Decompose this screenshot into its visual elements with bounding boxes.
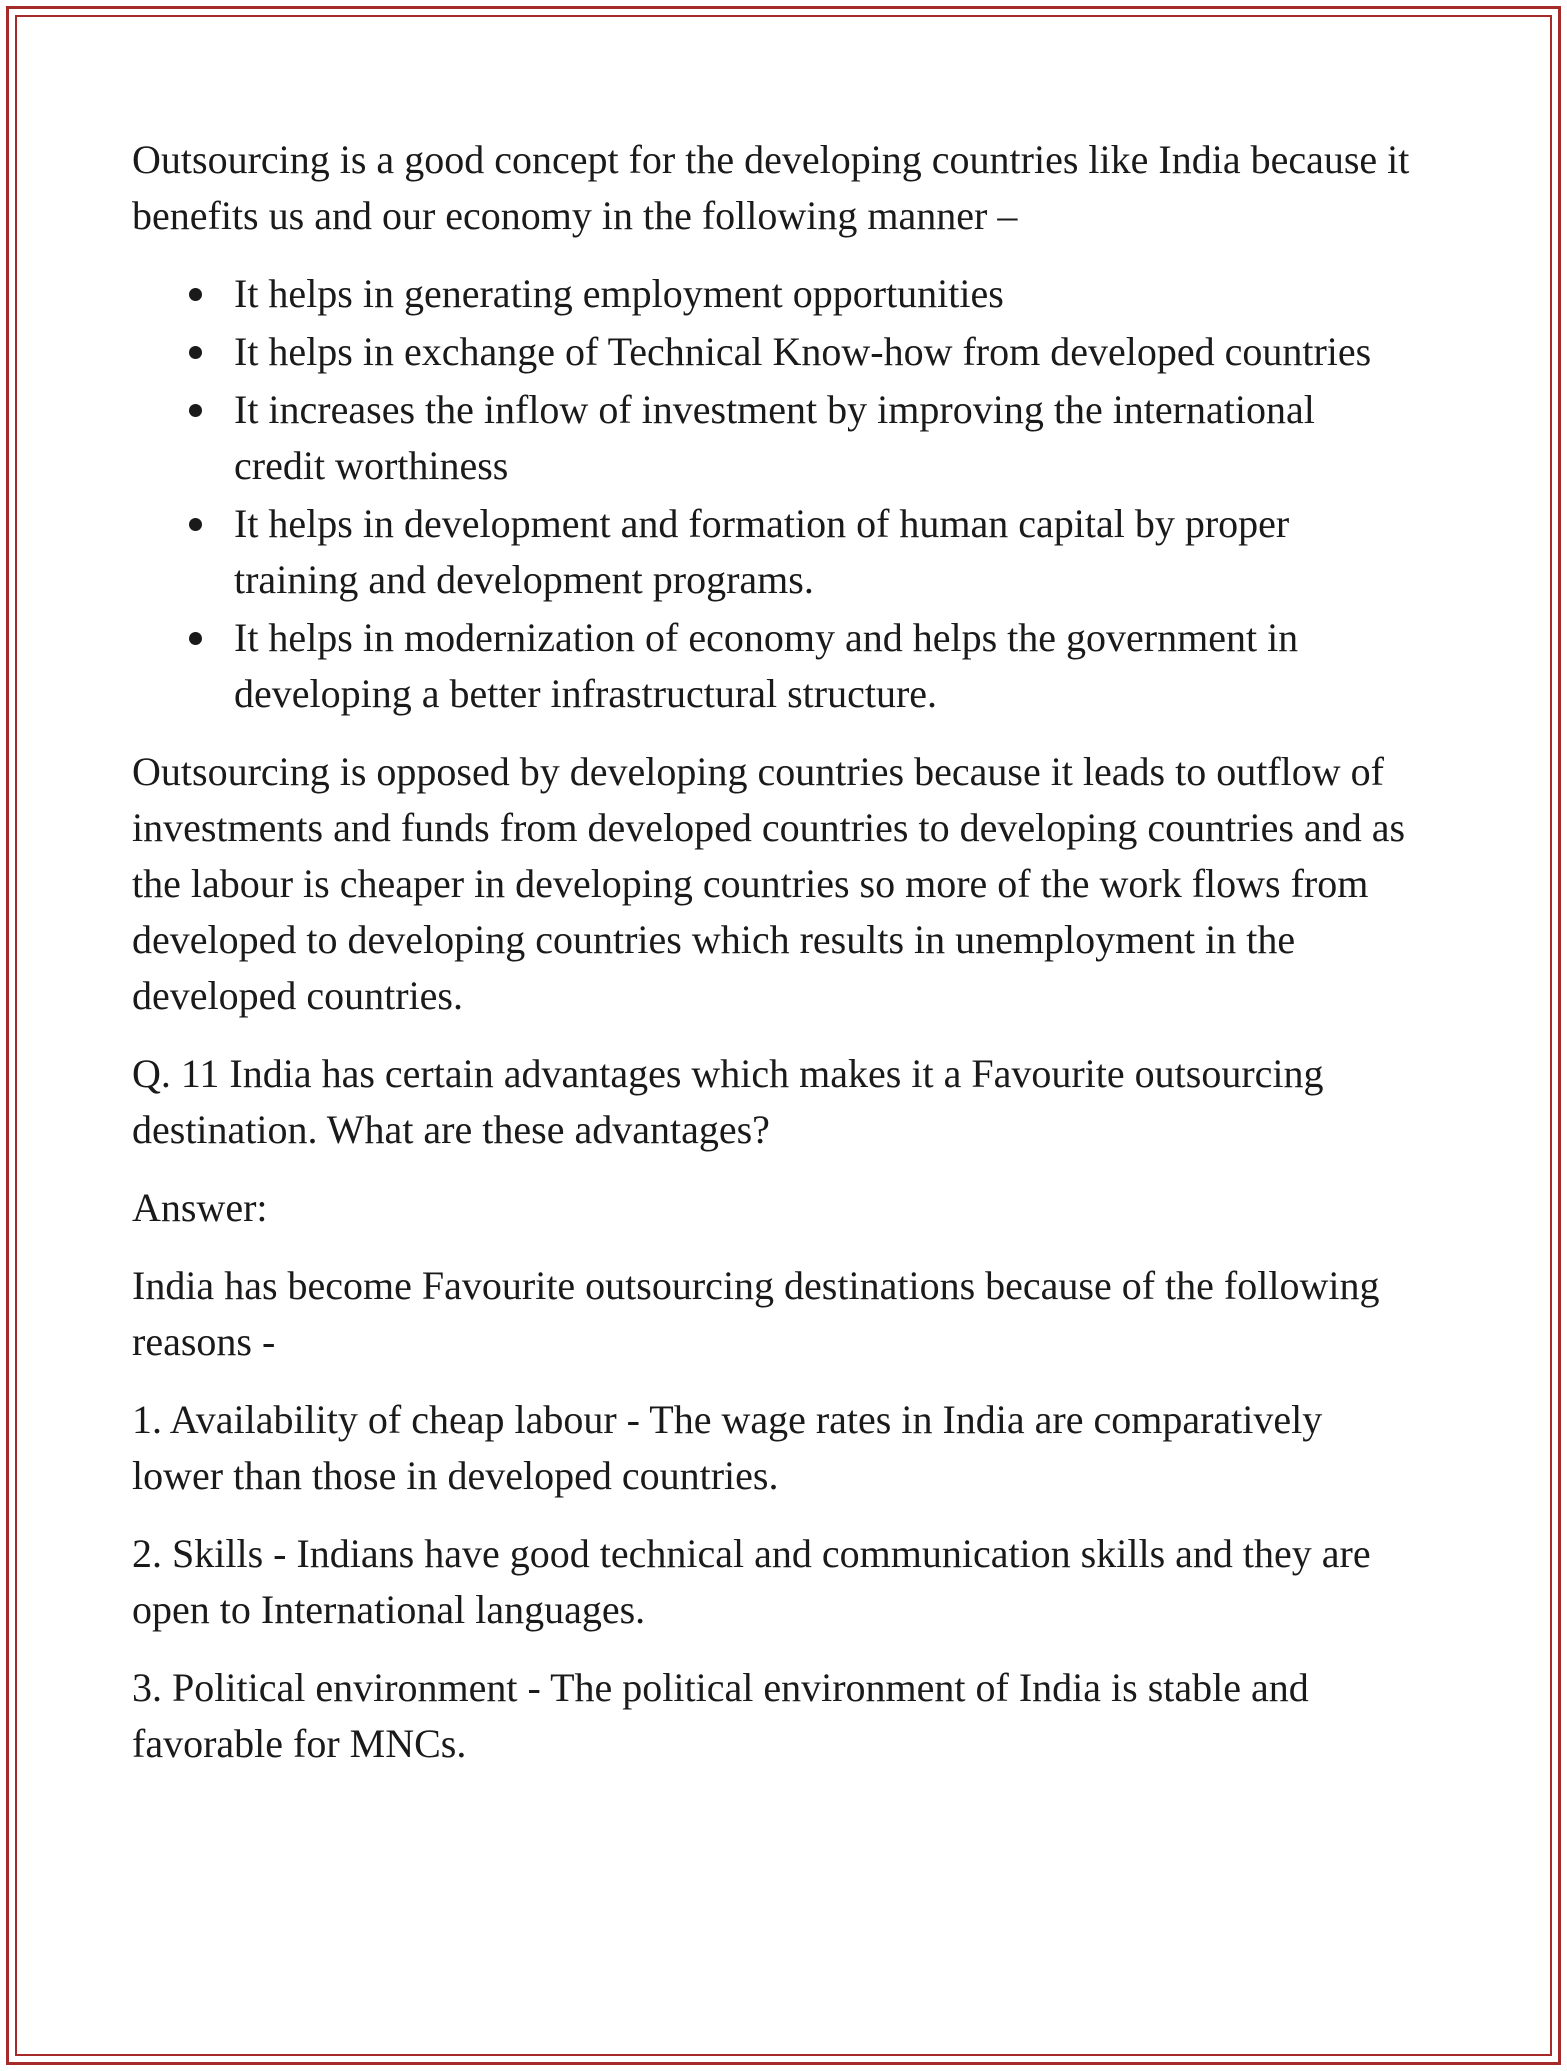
intro-paragraph: Outsourcing is a good concept for the developing countries like India because it benefits us and our economy in the following manner – (132, 137, 1410, 238)
list-item (132, 610, 1394, 722)
bullet-icon (189, 346, 202, 359)
bullet-icon (189, 518, 202, 531)
list-item (132, 496, 1394, 608)
answer-label: Answer: (132, 1185, 268, 1230)
bullet-icon (189, 632, 202, 645)
reason-item: 2. Skills - Indians have good technical and communication skills and they are open to International languages. (132, 1531, 1371, 1632)
bullet-icon (189, 288, 202, 301)
opposition-paragraph: Outsourcing is opposed by developing countries because it leads to outflow of investments and funds from developed countries to developing countries and as the labour is cheaper in developing countries so more of the work flows from developed to developing countries which results in unemployment in the developed countries. (132, 749, 1406, 1018)
list-item-text: It increases the inflow of investment by improving the international credit worthiness (234, 387, 1315, 488)
list-item-text: It helps in development and formation of human capital by proper training and development programs. (234, 501, 1290, 602)
reason-item: 1. Availability of cheap labour - The wage rates in India are comparatively lower than those in developed countries. (132, 1397, 1323, 1498)
list-item-text: It helps in generating employment opportunities (234, 271, 1004, 316)
bullet-icon (189, 404, 202, 417)
list-item-text: It helps in modernization of economy and helps the government in developing a better infrastructural structure. (234, 615, 1299, 716)
list-item (132, 382, 1394, 494)
benefits-list (132, 266, 1432, 722)
reason-item: 3. Political environment - The political environment of India is stable and favorable for MNCs. (132, 1665, 1309, 1766)
list-item-text: It helps in exchange of Technical Know-how from developed countries (234, 329, 1372, 374)
list-item (132, 324, 1394, 380)
answer-intro: India has become Favourite outsourcing destinations because of the following reasons - (132, 1263, 1380, 1364)
question-text: Q. 11 India has certain advantages which makes it a Favourite outsourcing destination. What are these advantages? (132, 1051, 1324, 1152)
document-body (132, 132, 1432, 1794)
list-item (132, 266, 1394, 322)
